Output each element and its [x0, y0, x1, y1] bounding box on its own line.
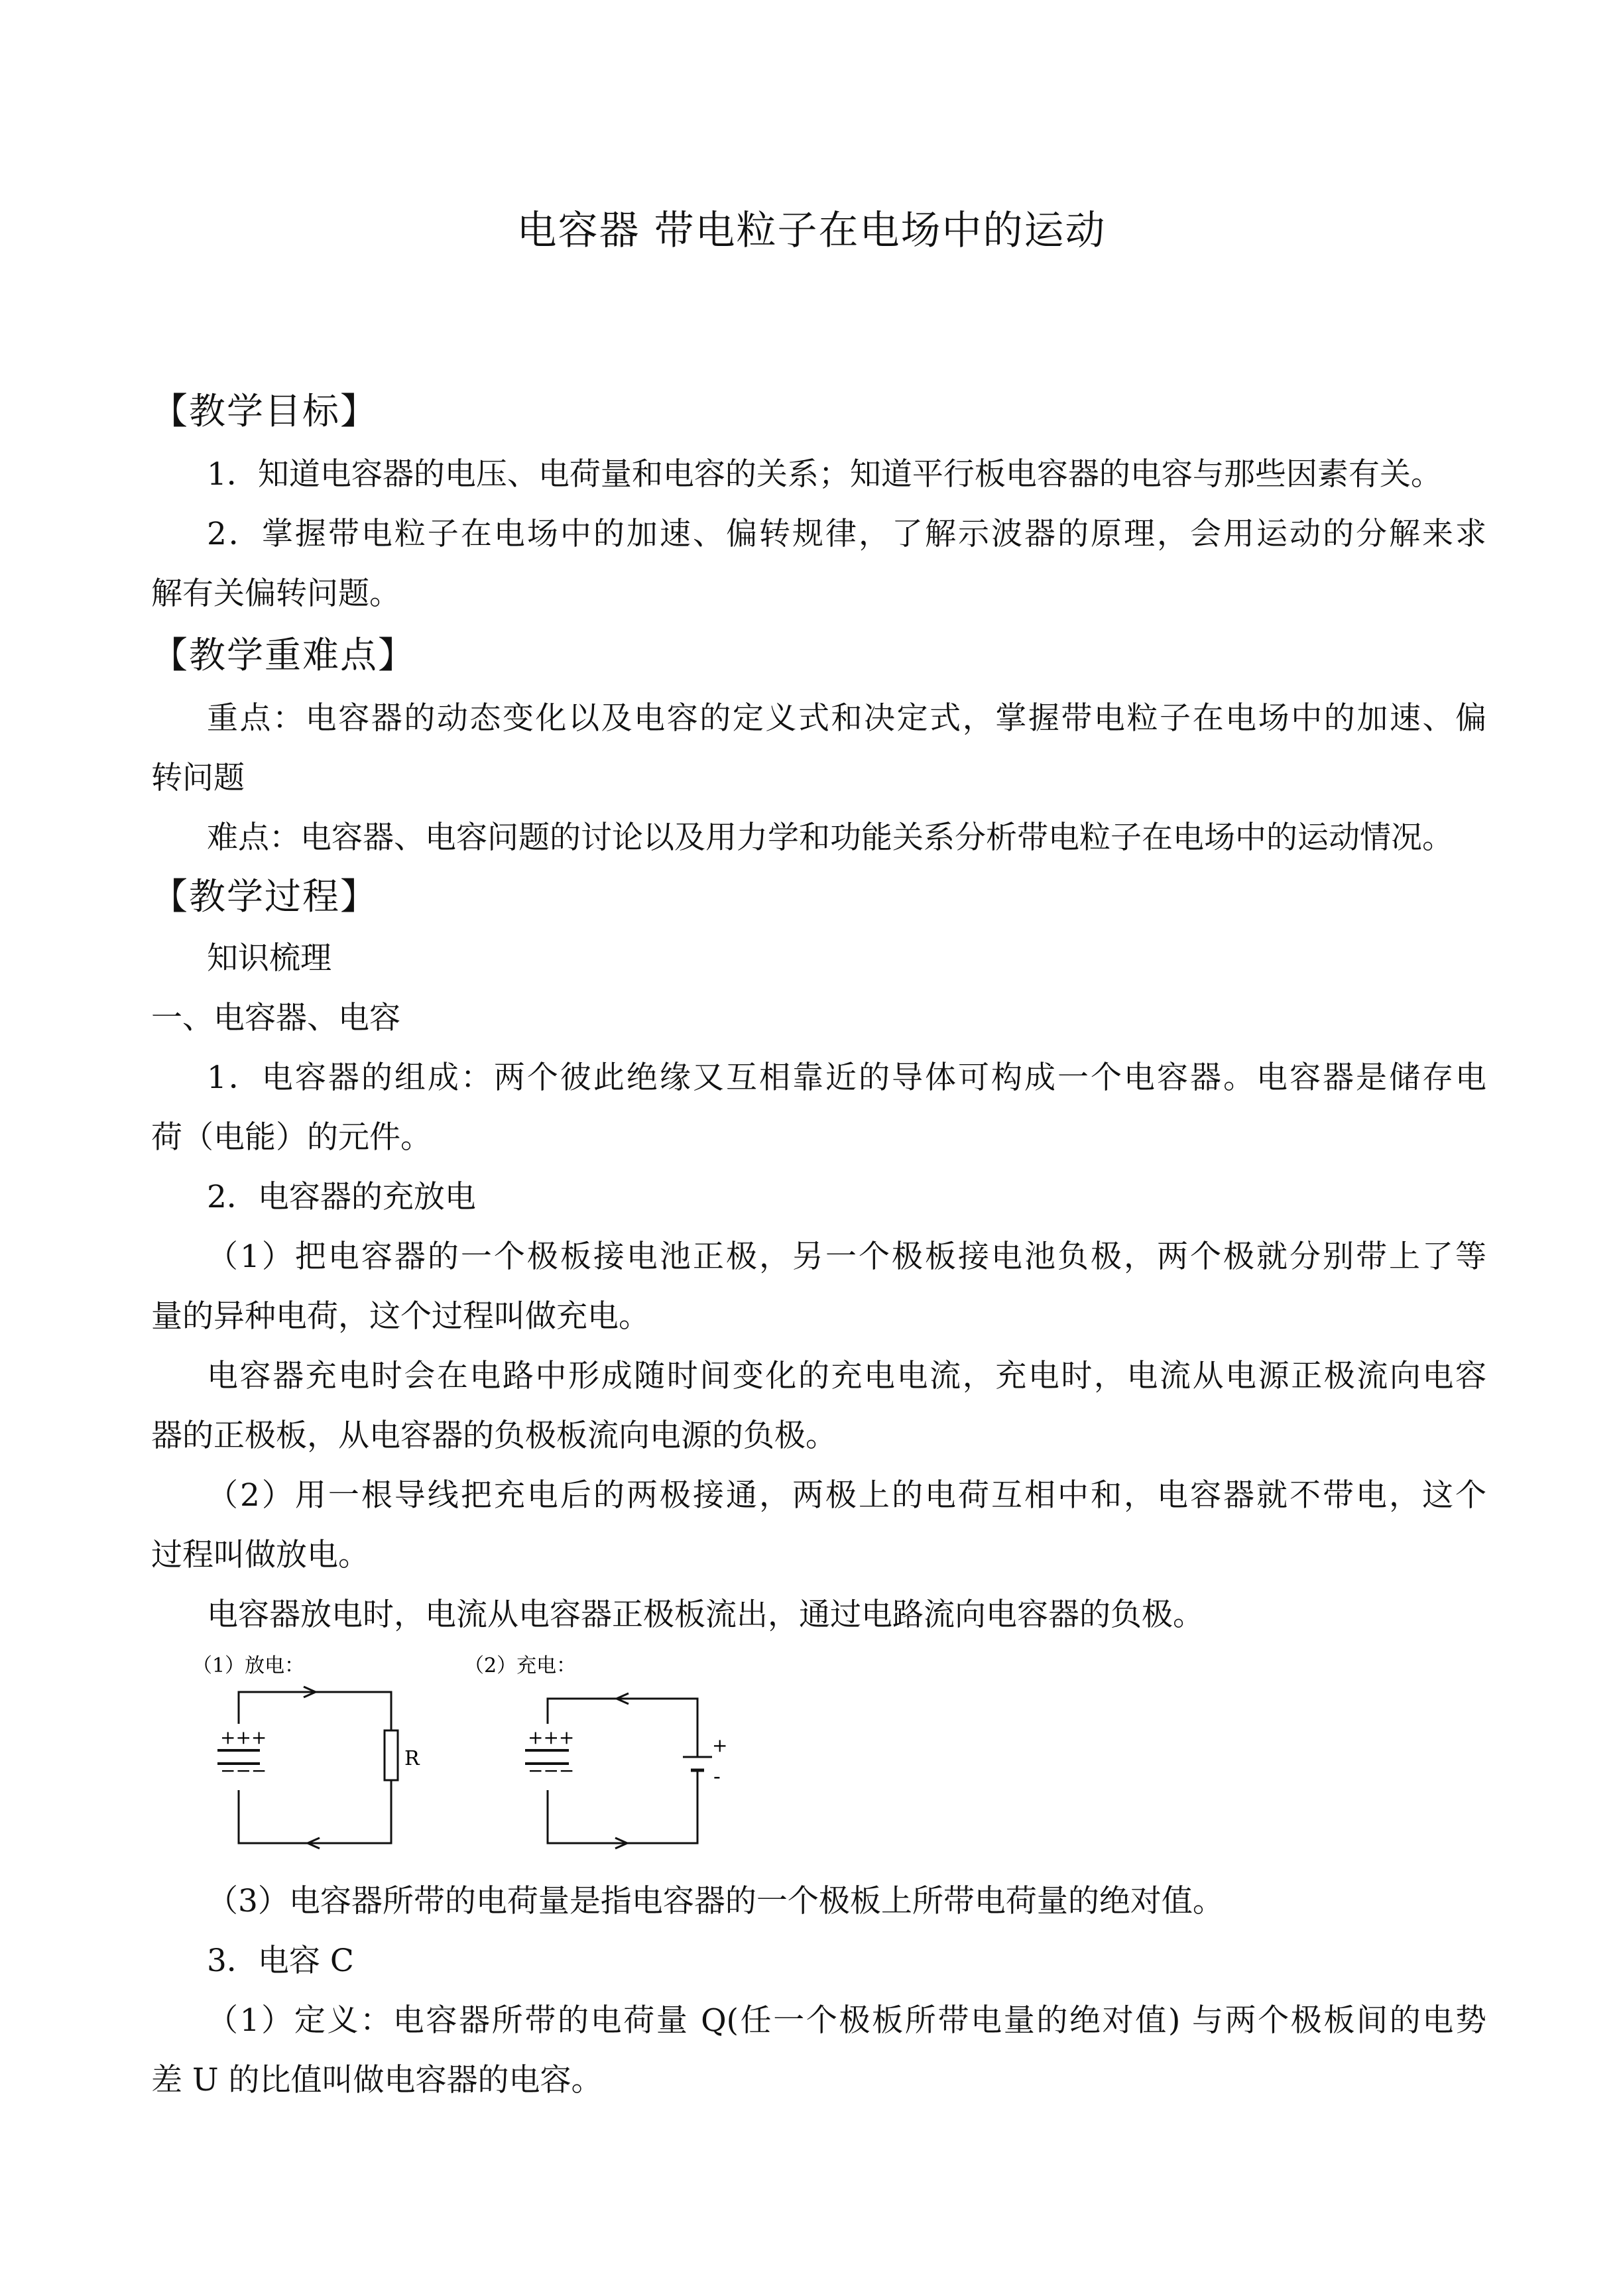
capacitor-minus-charges: −−−	[528, 1760, 575, 1782]
paragraph-2-heading: 2．电容器的充放电	[207, 1179, 476, 1215]
difficulty: 难点：电容器、电容问题的讨论以及用力学和功能关系分析带电粒子在电场中的运动情况。	[207, 819, 1453, 856]
capacitor-minus-charges: −−−	[220, 1760, 267, 1782]
paragraph-2-2-line-2: 器的正极板，从电容器的负极板流向电源的负极。	[151, 1418, 837, 1454]
capacitor-plus-charges: +++	[220, 1726, 267, 1748]
bottom-wire	[239, 1780, 391, 1843]
paragraph-2-1-line-1: （1）把电容器的一个极板接电池正极，另一个极板接电池负极，两个极就分别带上了等	[207, 1239, 1486, 1275]
process-subheading: 知识梳理	[207, 940, 331, 977]
key-points-heading: 【教学重难点】	[151, 634, 416, 676]
objectives-heading: 【教学目标】	[151, 390, 379, 432]
resistor	[385, 1730, 398, 1780]
resistor-label: R	[404, 1747, 420, 1770]
paragraph-2-3-line-2: 过程叫做放电。	[151, 1537, 369, 1573]
capacitor-plus-charges: +++	[528, 1726, 575, 1748]
objective-2-line-1: 2．掌握带电粒子在电场中的加速、偏转规律，了解示波器的原理，会用运动的分解来求	[207, 516, 1486, 552]
paragraph-1-line-1: 1．电容器的组成：两个彼此绝缘又互相靠近的导体可构成一个电容器。电容器是储存电	[207, 1059, 1486, 1096]
objective-2-line-2: 解有关偏转问题。	[151, 575, 400, 612]
charge-label: （2）充电：	[464, 1654, 577, 1677]
paragraph-3-1-line-1: （1）定义：电容器所带的电荷量 Q(任一个极板所带电量的绝对值) 与两个极板间的电势	[207, 2002, 1486, 2039]
paragraph-2-3-line-1: （2）用一根导线把充电后的两极接通，两极上的电荷互相中和，电容器就不带电，这个	[207, 1477, 1486, 1514]
charge-circuit-diagram	[464, 1651, 769, 1856]
process-heading: 【教学过程】	[151, 875, 379, 918]
paragraph-2-4: 电容器放电时，电流从电容器正极板流出，通过电路流向电容器的负极。	[207, 1597, 1204, 1633]
paragraph-2-2-line-1: 电容器充电时会在电路中形成随时间变化的充电电流，充电时，电流从电源正极流向电容	[207, 1358, 1486, 1394]
paragraph-3-1-line-2: 差 U 的比值叫做电容器的电容。	[151, 2062, 603, 2098]
paragraph-2-1-line-2: 量的异种电荷，这个过程叫做充电。	[151, 1298, 650, 1335]
battery-minus-sign: -	[713, 1764, 721, 1789]
discharge-circuit-diagram	[192, 1651, 484, 1856]
discharge-label: （1）放电：	[192, 1654, 305, 1677]
focus-line-2: 转问题	[151, 760, 245, 796]
top-wire	[239, 1692, 391, 1730]
paragraph-2-5: （3）电容器所带的电荷量是指电容器的一个极板上所带电荷量的绝对值。	[207, 1883, 1224, 1919]
paragraph-3-heading: 3．电容 C	[207, 1943, 354, 1979]
objective-1: 1．知道电容器的电压、电荷量和电容的关系；知道平行板电容器的电容与那些因素有关。	[207, 456, 1442, 493]
page-title: 电容器 带电粒子在电场中的运动	[516, 208, 1107, 254]
paragraph-1-line-2: 荷（电能）的元件。	[151, 1119, 432, 1156]
focus-line-1: 重点：电容器的动态变化以及电容的定义式和决定式，掌握带电粒子在电场中的加速、偏	[207, 700, 1486, 737]
section-1-heading: 一、电容器、电容	[151, 1000, 400, 1036]
battery-plus-sign: +	[712, 1734, 728, 1756]
